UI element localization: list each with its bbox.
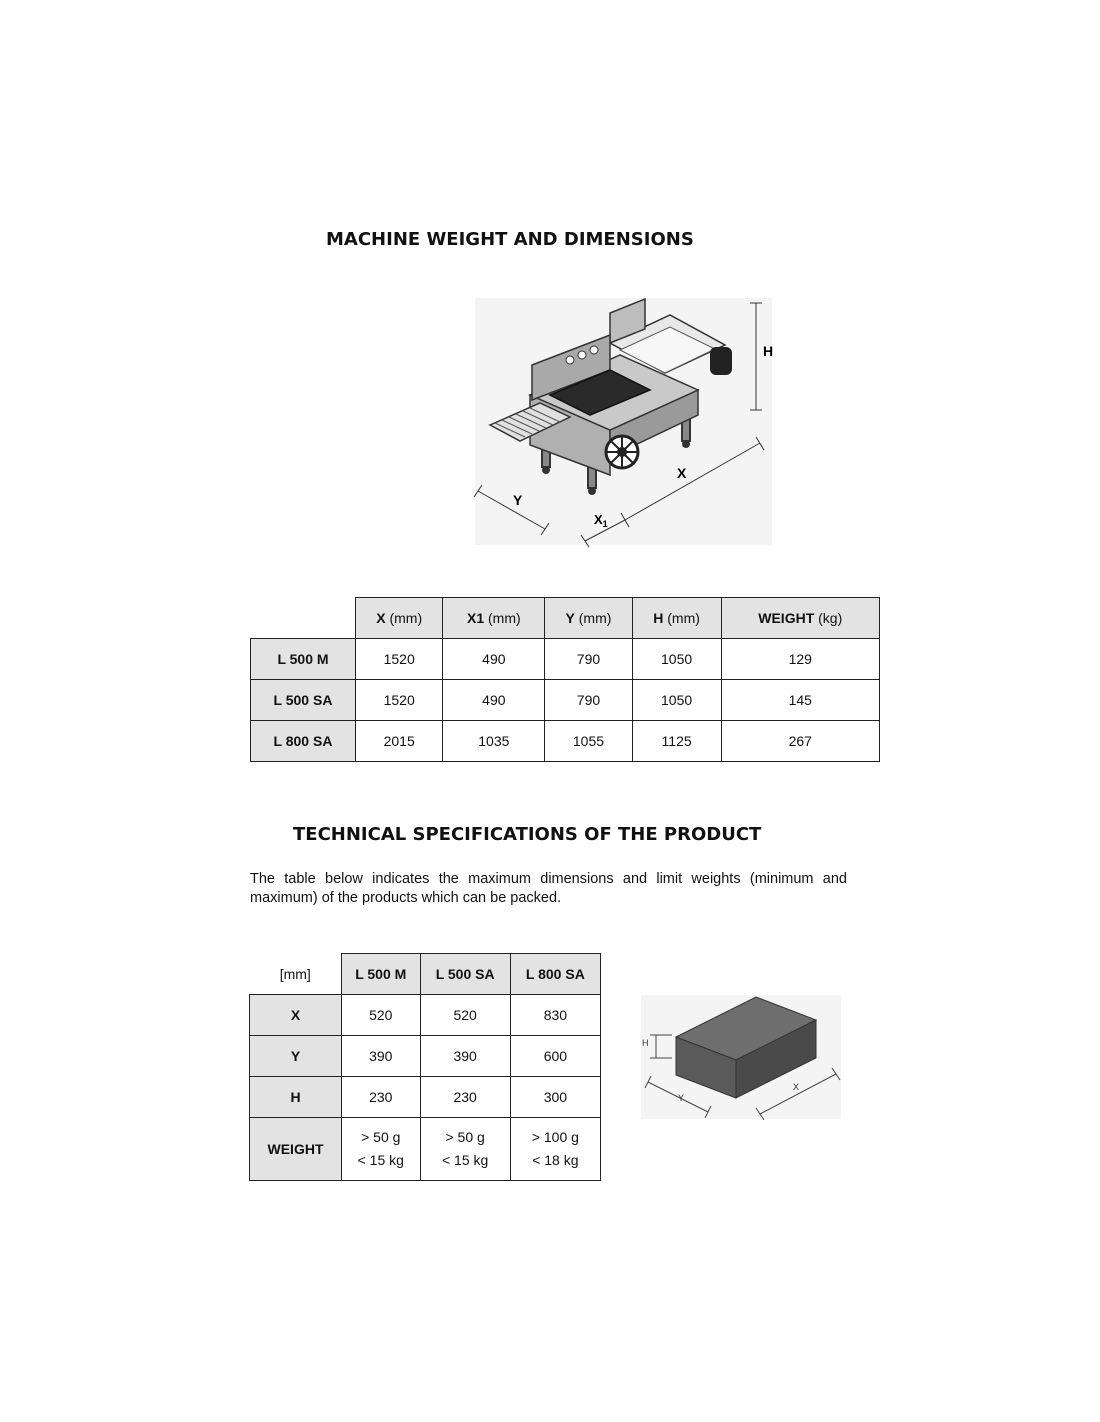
box-label-h: H [642,1038,649,1048]
table-cell: > 100 g < 18 kg [510,1118,600,1181]
diagram-label-x: X [677,465,687,481]
table-cell: 520 [420,995,510,1036]
section-title-machine: MACHINE WEIGHT AND DIMENSIONS [326,229,694,250]
row-header-model: L 800 SA [251,721,356,762]
section-title-product-specs: TECHNICAL SPECIFICATIONS OF THE PRODUCT [293,824,762,845]
row-header: Y [250,1036,342,1077]
machine-diagram [470,295,790,550]
table-cell: 1520 [356,680,443,721]
table-row [250,1077,601,1118]
box-label-y: Y [678,1093,685,1103]
table-cell: 267 [721,721,879,762]
product-specs-table [249,953,601,1181]
row-header-model: L 500 SA [251,680,356,721]
table-cell: 1050 [632,639,721,680]
unit-label: [mm] [250,954,342,995]
table-cell: 790 [545,639,632,680]
table-row [250,995,601,1036]
table-cell: 490 [443,639,545,680]
column-header-x1: X1 (mm) [443,598,545,639]
column-header-model: L 800 SA [510,954,600,995]
product-box-diagram [636,990,846,1125]
table-cell: 390 [420,1036,510,1077]
table-cell: 300 [510,1077,600,1118]
row-header-model: L 500 M [251,639,356,680]
table-cell: 830 [510,995,600,1036]
table-cell: 520 [342,995,421,1036]
table-cell: 1055 [545,721,632,762]
table-cell: 2015 [356,721,443,762]
table-cell: 230 [420,1077,510,1118]
intro-paragraph: The table below indicates the maximum dimensions and limit weights (minimum and maximum) of the products which can be packed. [250,871,847,906]
table-cell: 129 [721,639,879,680]
table-cell: 390 [342,1036,421,1077]
row-header-weight: WEIGHT [250,1118,342,1181]
table-cell: 1125 [632,721,721,762]
diagram-label-x1: $X_1$ [594,512,608,529]
box-label-x: X [793,1082,800,1092]
table-row [251,680,880,721]
table-cell: 600 [510,1036,600,1077]
table-cell: 230 [342,1077,421,1118]
column-header-x: X (mm) [356,598,443,639]
row-header: H [250,1077,342,1118]
table-cell: 1050 [632,680,721,721]
table-row [251,721,880,762]
diagram-label-h: H [763,343,774,359]
table-cell: 790 [545,680,632,721]
table-row [250,1118,601,1181]
column-header-h: H (mm) [632,598,721,639]
table-row [250,1036,601,1077]
table-row [251,639,880,680]
diagram-label-y: Y [513,492,523,508]
table-cell: 1520 [356,639,443,680]
column-header-model: L 500 SA [420,954,510,995]
table-cell: > 50 g < 15 kg [420,1118,510,1181]
table-cell: > 50 g < 15 kg [342,1118,421,1181]
row-header: X [250,995,342,1036]
table-cell: 1035 [443,721,545,762]
machine-dimensions-table [250,597,880,762]
table-cell: 145 [721,680,879,721]
table-cell: 490 [443,680,545,721]
column-header-model: L 500 M [342,954,421,995]
column-header-weight: WEIGHT (kg) [721,598,879,639]
column-header-y: Y (mm) [545,598,632,639]
